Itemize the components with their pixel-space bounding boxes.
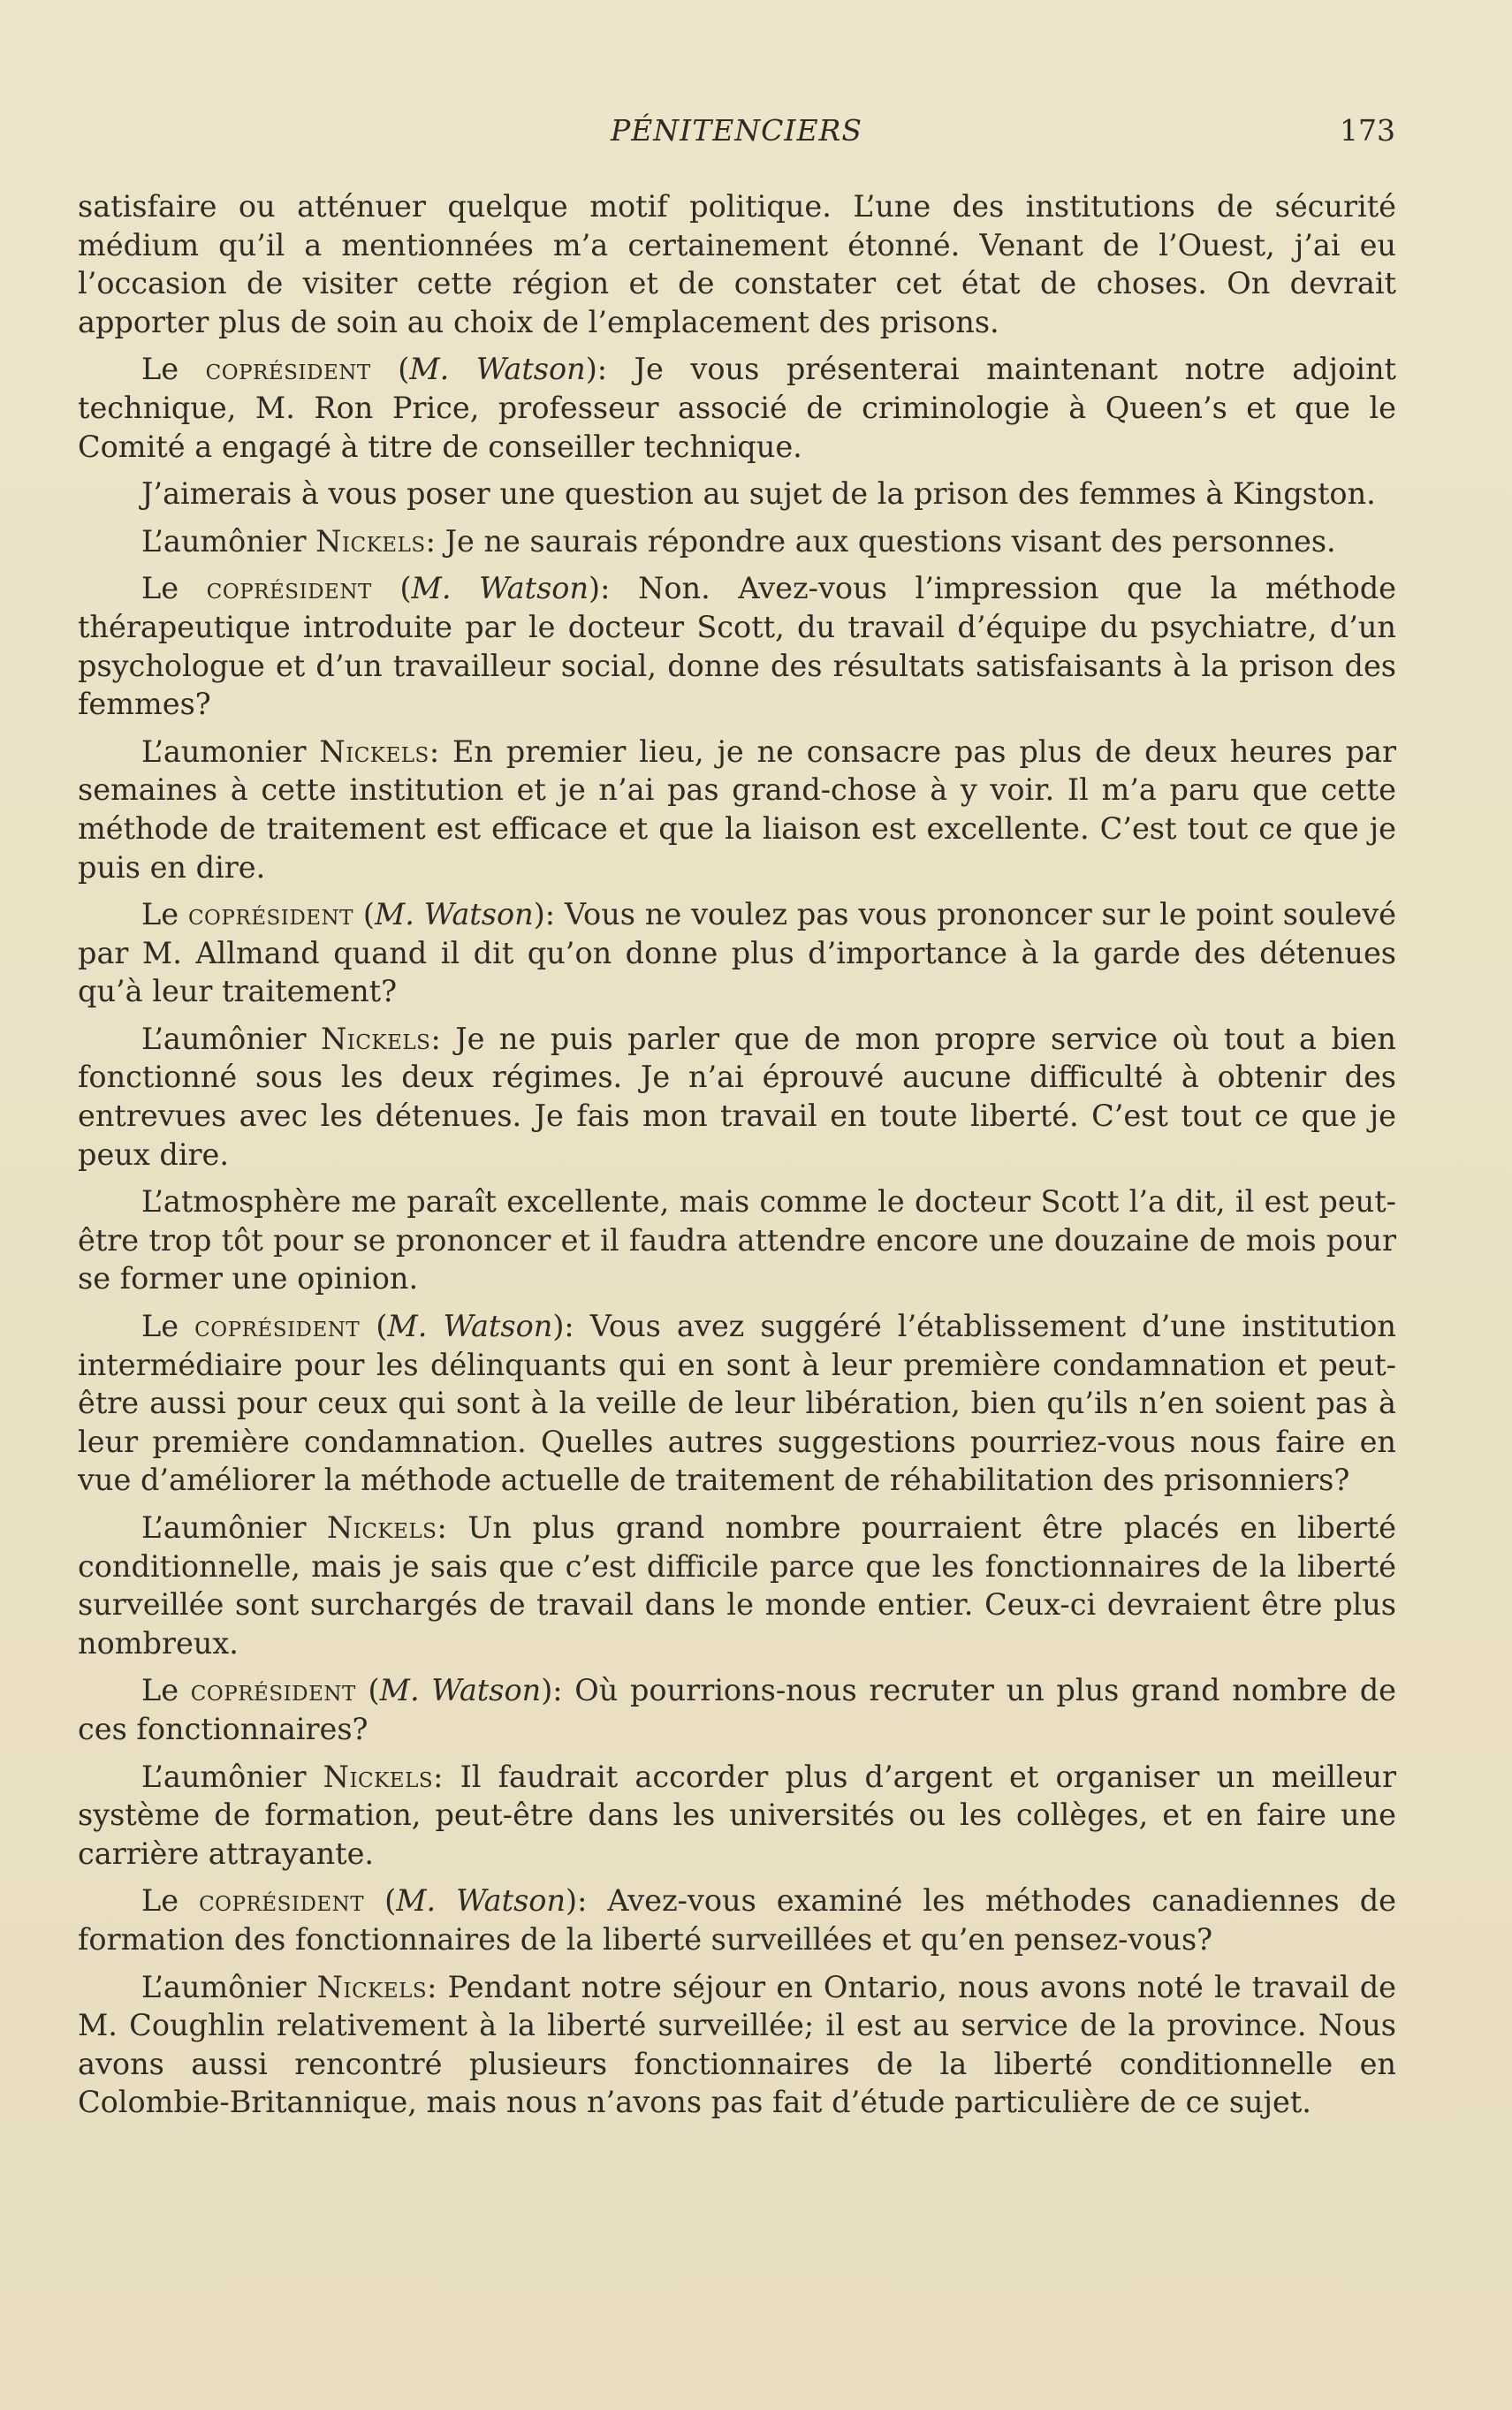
speaker-punct: ( [355, 1673, 380, 1708]
speaker-punct: : [429, 734, 452, 769]
speaker-punct: ( [360, 1309, 388, 1344]
paragraph-text: Vous ne voulez pas vous prononcer sur le point soulevé par M. Allmand quand il dit qu’on donne plus d’importance à la garde des détenues qu’à leur traitement? [78, 897, 1396, 1009]
speaker-prefix: Le [141, 1883, 200, 1919]
speaker-prefix: Le [141, 352, 206, 387]
speaker-qualifier: M. Watson [379, 1673, 542, 1708]
speaker-punct: ( [353, 897, 375, 932]
paragraph-text: Où pourrions-nous recruter un plus grand nombre de ces fonctionnaires? [78, 1673, 1396, 1746]
paragraph-text: Pendant notre séjour en Ontario, nous avons noté le travail de M. Coughlin relativement à la liberté surveillée; il est au service de la province. Nous avons aussi rencontré plusieurs fonctionnaires de la liberté conditionnelle en Colombie-Britannique, mais nous n’avons pas fait d’étude particulière de ce sujet. [78, 1969, 1397, 2120]
speaker-prefix: Le [141, 897, 188, 932]
speaker-name: Nickels [316, 1969, 428, 2004]
speaker-qualifier: M. Watson [411, 571, 589, 606]
speaker-paragraph [78, 522, 1396, 561]
paragraph-text: En premier lieu, je ne consacre pas plus de deux heures par semaines à cette institution et je n’ai pas grand-chose à y voir. Il m’a paru que cette méthode de traitement est efficace et que la liaison est excellente. C’est tout ce que je puis en dire. [78, 734, 1397, 885]
speaker-punct: ( [370, 352, 410, 387]
speaker-punct: : [437, 1510, 468, 1545]
speaker-name: Nickels [326, 1510, 437, 1545]
speaker-name: coprésident [205, 352, 371, 387]
speaker-punct: ): [585, 352, 634, 387]
speaker-paragraph [78, 1968, 1396, 2122]
speaker-name: coprésident [187, 897, 354, 932]
speaker-qualifier: M. Watson [396, 1883, 566, 1919]
speaker-paragraph [78, 895, 1396, 1011]
paragraph [78, 187, 1396, 341]
paragraph-text: Avez-vous examiné les méthodes canadiennes de formation des fonctionnaires de la liberté surveillées et qu’en pensez-vous? [78, 1883, 1396, 1957]
speaker-prefix: L’aumônier [141, 523, 316, 559]
speaker-qualifier: M. Watson [374, 897, 534, 932]
speaker-name: coprésident [206, 571, 372, 606]
body-text [78, 187, 1396, 2131]
running-title: PÉNITENCIERS [610, 113, 862, 148]
speaker-paragraph [78, 569, 1396, 723]
speaker-punct: ): [589, 571, 639, 606]
running-head [78, 113, 1395, 152]
speaker-paragraph [78, 1509, 1396, 1662]
speaker-punct: ( [371, 571, 412, 606]
paragraph-text: Vous avez suggéré l’établissement d’une institution intermédiaire pour les délinquants qui en sont à leur première condamnation et peut-être aussi pour ceux qui sont à la veille de leur libération, bien qu’ils n’en soient pas à leur première condamnation. Quelles autres suggestions pourriez-vous nous faire en vue d’améliorer la méthode actuelle de traitement de réhabilitation des prisonniers? [78, 1309, 1396, 1498]
paragraph-text: satisfaire ou atténuer quelque motif politique. L’une des institutions de sécurité médium qu’il a mentionnées m’a certainement étonné. Venant de l’Ouest, j’ai eu l’occasion de visiter cette région et de constater cet état de choses. On devrait apporter plus de soin au choix de l’emplacement des prisons. [78, 189, 1396, 339]
speaker-punct: ): [552, 1309, 590, 1344]
speaker-punct: ( [364, 1883, 397, 1919]
speaker-paragraph [78, 1020, 1396, 1174]
speaker-prefix: Le [141, 1309, 195, 1344]
speaker-prefix: L’aumônier [141, 1759, 323, 1794]
speaker-prefix: Le [141, 571, 207, 606]
speaker-paragraph [78, 1882, 1396, 1958]
speaker-paragraph [78, 1671, 1396, 1748]
paragraph [78, 1182, 1396, 1298]
paragraph-text: Je ne saurais répondre aux questions visant des personnes. [444, 523, 1336, 559]
speaker-punct: : [425, 523, 445, 559]
speaker-name: Nickels [320, 1021, 431, 1056]
speaker-name: Nickels [323, 1759, 434, 1794]
speaker-punct: : [427, 1969, 448, 2004]
paragraph-text: Je ne puis parler que de mon propre service où tout a bien fonctionné sous les deux régimes. Je n’ai éprouvé aucune difficulté à obtenir des entrevues avec les détenues. Je fais mon travail en toute liberté. C’est tout ce que je peux dire. [78, 1021, 1396, 1172]
speaker-name: coprésident [199, 1883, 365, 1919]
speaker-paragraph [78, 733, 1396, 886]
speaker-paragraph [78, 1307, 1396, 1500]
speaker-punct: ): [541, 1673, 575, 1708]
speaker-punct: : [433, 1759, 460, 1794]
speaker-name: Nickels [315, 523, 426, 559]
speaker-paragraph [78, 1758, 1396, 1874]
paragraph-text: Je vous présenterai maintenant notre adjoint technique, M. Ron Price, professeur associé de criminologie à Queen’s et que le Comité a engagé à titre de conseiller technique. [78, 352, 1396, 464]
speaker-name: coprésident [190, 1673, 356, 1708]
paragraph-text: Non. Avez-vous l’impression que la méthode thérapeutique introduite par le docteur Scott, du travail d’équipe du psychiatre, d’un psychologue et d’un travailleur social, donne des résultats satisfaisants à la prison des femmes? [78, 571, 1397, 722]
speaker-prefix: L’aumônier [141, 1021, 321, 1056]
paragraph-text: Un plus grand nombre pourraient être placés en liberté conditionnelle, mais je sais que c’est difficile parce que les fonctionnaires de la liberté surveillée sont surchargés de travail dans le monde entier. Ceux-ci devraient être plus nombreux. [78, 1510, 1397, 1661]
speaker-punct: ): [533, 897, 565, 932]
speaker-paragraph [78, 350, 1396, 466]
speaker-name: coprésident [194, 1309, 361, 1344]
paragraph-text: J’aimerais à vous poser une question au sujet de la prison des femmes à Kingston. [141, 476, 1376, 512]
speaker-prefix: L’aumônier [141, 1510, 327, 1545]
speaker-prefix: L’aumônier [141, 1969, 317, 2004]
paragraph [78, 475, 1396, 513]
speaker-qualifier: M. Watson [409, 352, 586, 387]
speaker-prefix: Le [141, 1673, 191, 1708]
paragraph-text: L’atmosphère me paraît excellente, mais comme le docteur Scott l’a dit, il est peut-être trop tôt pour se prononcer et il faudra attendre encore une douzaine de mois pour se former une opinion. [78, 1184, 1396, 1296]
page-number: 173 [1340, 113, 1395, 148]
speaker-punct: ): [566, 1883, 608, 1919]
speaker-prefix: L’aumonier [141, 734, 320, 769]
speaker-name: Nickels [319, 734, 429, 769]
speaker-qualifier: M. Watson [387, 1309, 553, 1344]
paragraph-text: Il faudrait accorder plus d’argent et organiser un meilleur système de formation, peut-être dans les universités ou les collèges, et en faire une carrière attrayante. [78, 1759, 1396, 1871]
speaker-punct: : [430, 1021, 456, 1056]
